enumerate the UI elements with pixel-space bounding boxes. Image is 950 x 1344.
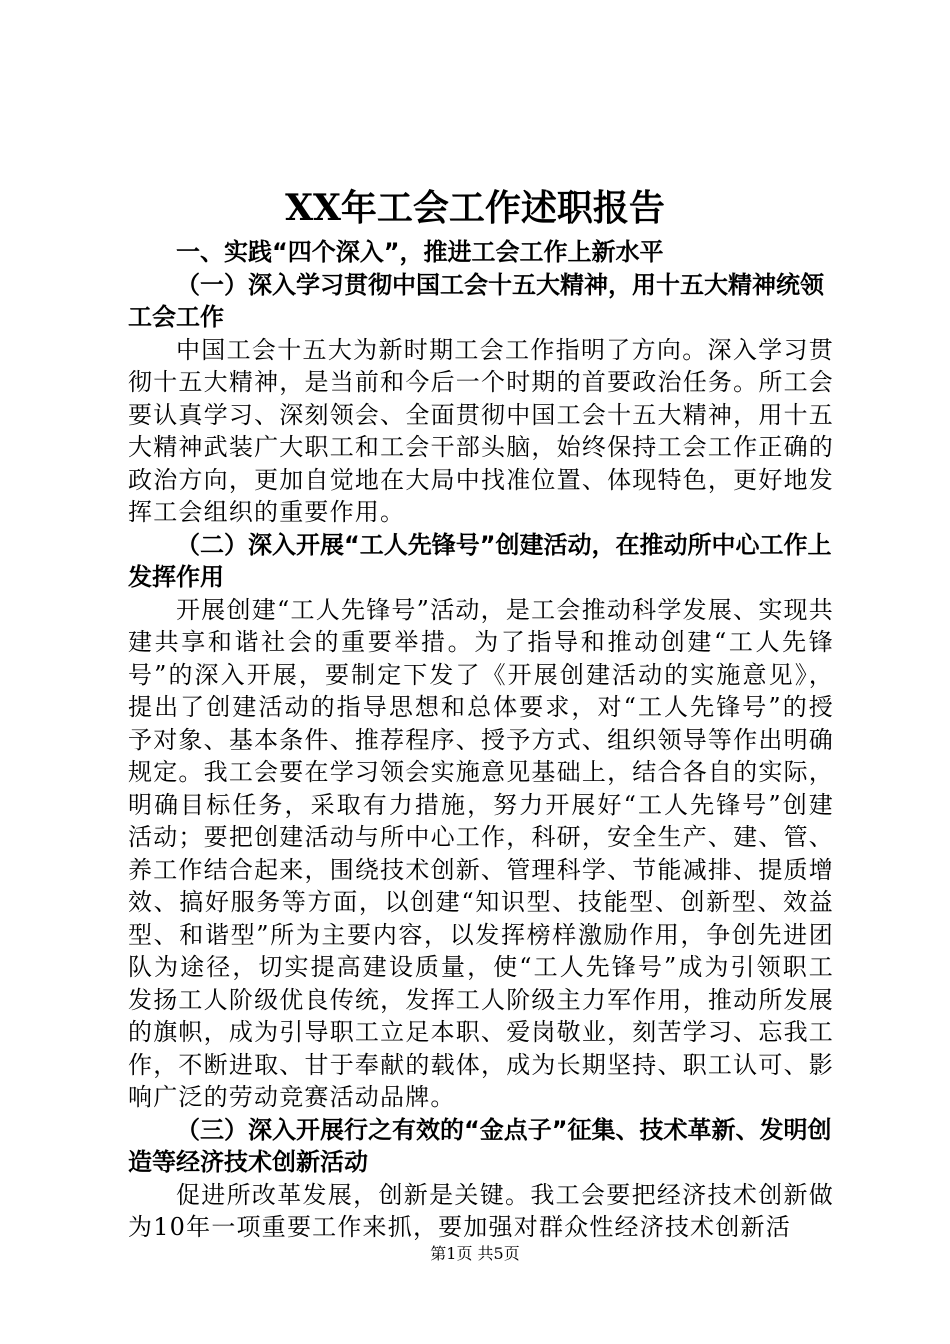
paragraph-2: 开展创建“工人先锋号”活动，是工会推动科学发展、实现共建共享和谐社会的重要举措。为了指导和推动创建“工人先锋号”的深入开展，要制定下发了《开展创建活动的实施意见》，提出了创建活动的指导思想和总体要求，对“工人先锋号”的授予对象、基本条件、推荐程序、授予方式、组织领导等作出明确规定。我工会要在学习领会实施意见基础上，结合各自的实际，明确目标任务，采取有力措施，努力开展好“工人先锋号”创建活动；要把创建活动与所中心工作，科研，安全生产、建、管、养工作结合起来，围绕技术创新、管理科学、节能减排、提质增效、搞好服务等方面，以创建“知识型、技能型、创新型、效益型、和谐型”所为主要内容，以发挥榜样激励作用，争创先进团队为途径，切实提高建设质量，使“工人先锋号”成为引领职工发扬工人阶级优良传统，发挥工人阶级主力军作用，推动所发展的旗帜，成为引导职工立足本职、爱岗敬业，刻苦学习、忘我工作，不断进取、甘于奉献的载体，成为长期坚持、职工认可、影响广泛的劳动竞赛活动品牌。: [128, 595, 834, 1111]
section-heading-1: 一、实践“四个深入”，推进工会工作上新水平: [176, 238, 664, 266]
subsection-heading-2: （二）深入开展“工人先锋号”创建活动，在推动所中心工作上发挥作用: [128, 530, 832, 591]
paragraph-3: 促进所改革发展，创新是关键。我工会要把经济技术创新做为10年一项重要工作来抓，要加强对群众性经济技术创新活: [128, 1180, 834, 1241]
subsection-heading-1: （一）深入学习贯彻中国工会十五大精神，用十五大精神统领工会工作: [128, 270, 824, 331]
subsection-heading-3: （三）深入开展行之有效的“金点子”征集、技术革新、发明创造等经济技术创新活动: [128, 1115, 832, 1176]
paragraph-1: 中国工会十五大为新时期工会工作指明了方向。深入学习贯彻十五大精神，是当前和今后一个时期的首要政治任务。所工会要认真学习、深刻领会、全面贯彻中国工会十五大精神，用十五大精神武装广大职工和工会干部头脑，始终保持工会工作正确的政治方向，更加自觉地在大局中找准位置、体现特色，更好地发挥工会组织的重要作用。: [128, 335, 834, 526]
document-body: [128, 236, 834, 1244]
page-footer: 第1页 共5页: [430, 1244, 520, 1263]
page-title: XX年工会工作述职报告: [285, 187, 665, 229]
